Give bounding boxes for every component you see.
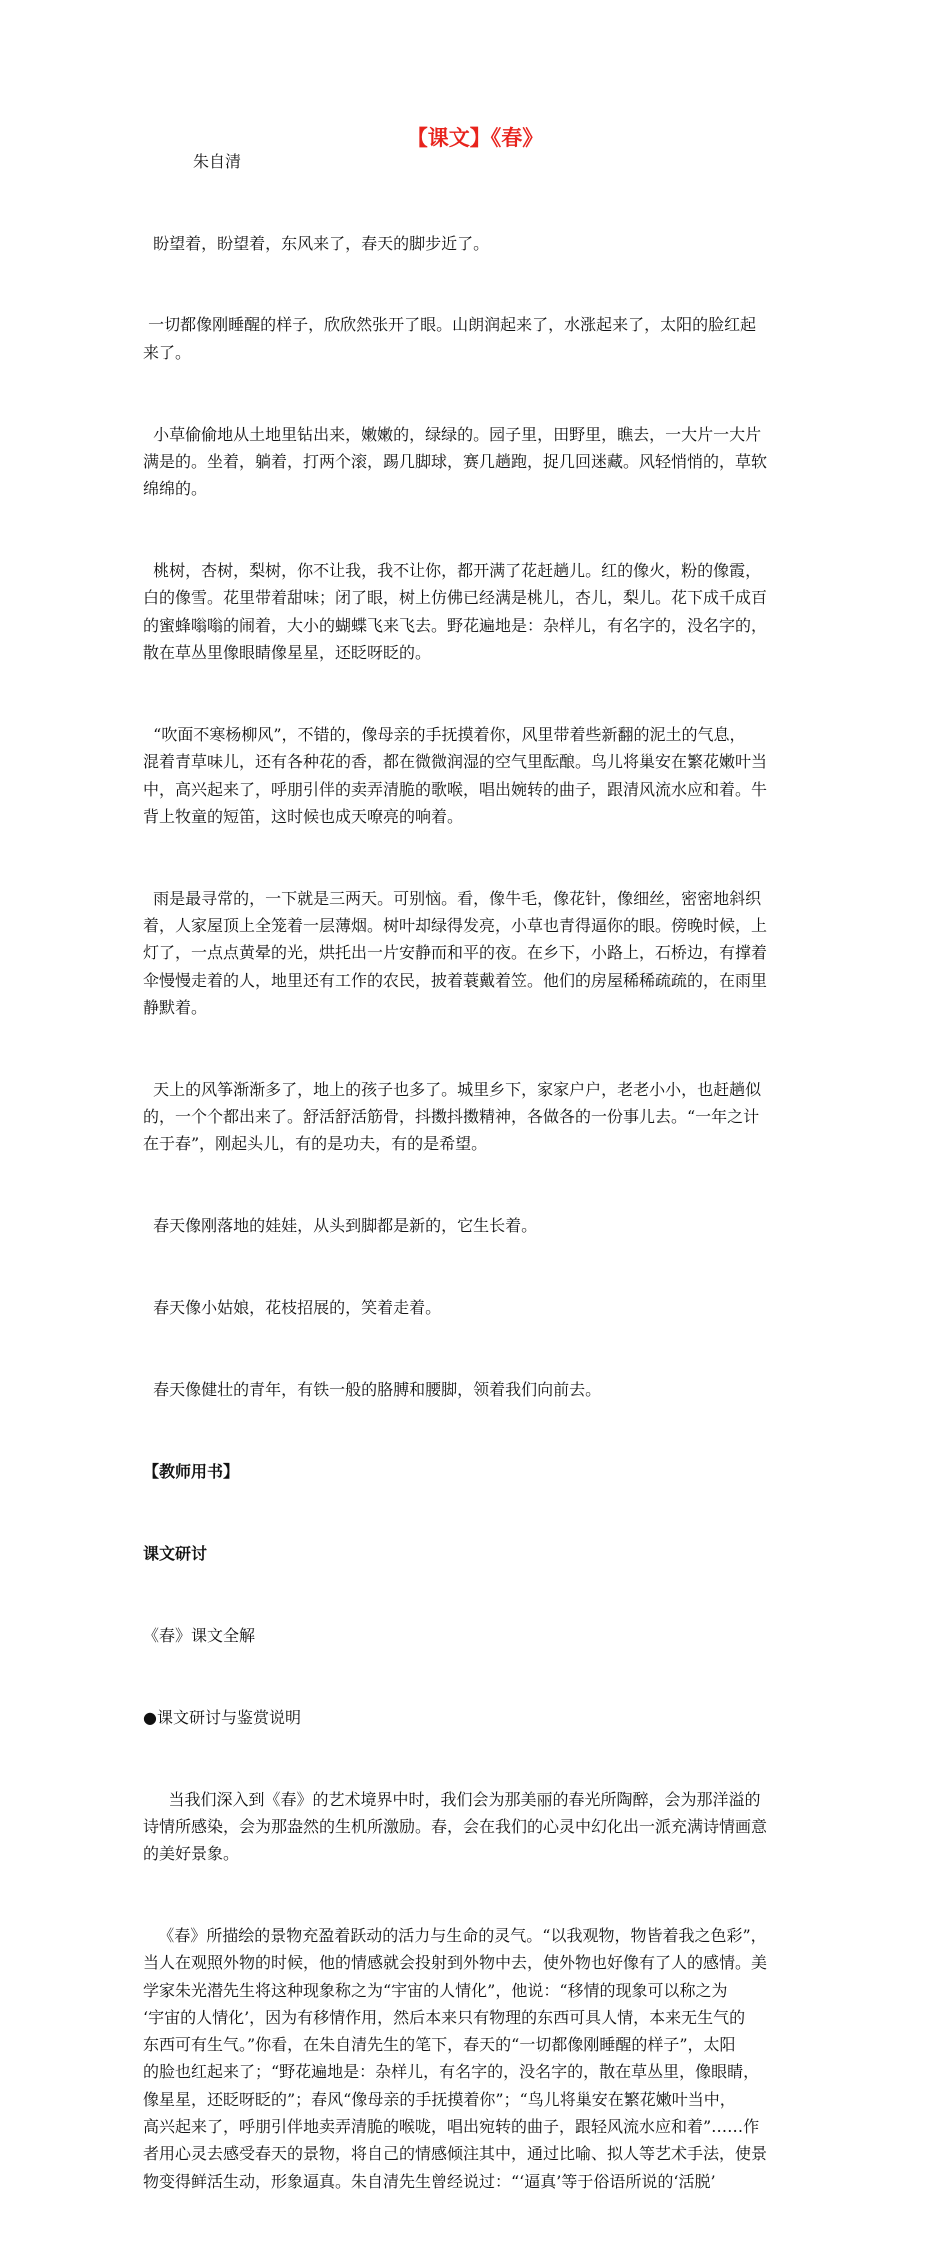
- analysis-paragraph: 当我们深入到《春》的艺术境界中时，我们会为那美丽的春光所陶醉，会为那洋溢的 诗情所感染，会为那盎然的生机所激励。春，会在我们的心灵中幻化出一派充满诗情画意 的美好景象。: [143, 1789, 768, 1864]
- paragraph: 桃树，杏树，梨树，你不让我，我不让你，都开满了花赶趟儿。红的像火，粉的像霞， 白的像雪。花里带着甜味；闭了眼，树上仿佛已经满是桃儿，杏儿，梨儿。花下成千成百 的蜜蜂嗡嗡的闹着，大小的蝴蝶飞来飞去。野花遍地是：杂样儿，有名字的，没名字的， 散在草丛里像眼睛像星星，还眨呀眨的。: [143, 561, 768, 663]
- bullet-heading: ●课文研讨与鉴赏说明: [143, 1707, 301, 1727]
- paragraph: 盼望着，盼望着，东风来了，春天的脚步近了。: [143, 233, 490, 253]
- subsection-heading: 《春》课文全解: [143, 1625, 256, 1645]
- paragraph: 春天像刚落地的娃娃，从头到脚都是新的，它生长着。: [143, 1216, 538, 1236]
- paragraph: 小草偷偷地从土地里钻出来，嫩嫩的，绿绿的。园子里，田野里，瞧去，一大片一大片 满是的。坐着，躺着，打两个滚，踢几脚球，赛几趟跑，捉几回迷藏。风轻悄悄的，草软 绵绵的。: [143, 424, 768, 499]
- section-heading-teacher: 【教师用书】: [143, 1461, 240, 1481]
- section-heading-study: 课文研讨: [143, 1543, 208, 1563]
- paragraph: 春天像健壮的青年，有铁一般的胳膊和腰脚，领着我们向前去。: [143, 1380, 602, 1400]
- paragraph: 春天像小姑娘，花枝招展的，笑着走着。: [143, 1298, 442, 1318]
- paragraph: 雨是最寻常的，一下就是三两天。可别恼。看，像牛毛，像花针，像细丝，密密地斜织 着，人家屋顶上全笼着一层薄烟。树叶却绿得发亮，小草也青得逼你的眼。傍晚时候，上 灯了，一点点黄晕的光，烘托出一片安静而和平的夜。在乡下，小路上，石桥边，有撑着 伞慢慢走着的人，地里还有工作的农民，披着蓑戴着笠。他们的房屋稀稀疏疏的，在雨里 静默着。: [143, 888, 768, 1017]
- paragraph: “吹面不寒杨柳风”，不错的，像母亲的手抚摸着你，风里带着些新翻的泥土的气息， 混着青草味儿，还有各种花的香，都在微微润湿的空气里酝酿。鸟儿将巢安在繁花嫩叶当 中，高兴起来了，呼朋引伴的卖弄清脆的歌喉，唱出婉转的曲子，跟清风流水应和着。牛 背上牧童的短笛，这时候也成天嘹亮的响着。: [143, 724, 768, 826]
- page-title: 【课文】《春》: [406, 126, 544, 150]
- document-body: [143, 175, 803, 2250]
- paragraph: 天上的风筝渐渐多了，地上的孩子也多了。城里乡下，家家户户，老老小小，也赶趟似 的，一个个都出来了。舒活舒活筋骨，抖擞抖擞精神，各做各的一份事儿去。“一年之计 在于春”，刚起头儿，有的是功夫，有的是希望。: [143, 1079, 762, 1154]
- author-name: 朱自清: [193, 152, 242, 171]
- paragraph: 一切都像刚睡醒的样子，欣欣然张开了眼。山朗润起来了，水涨起来了，太阳的脸红起 来了。: [143, 315, 757, 362]
- analysis-paragraph: 《春》所描绘的景物充盈着跃动的活力与生命的灵气。“以我观物，物皆着我之色彩”， 当人在观照外物的时候，他的情感就会投射到外物中去，使外物也好像有了人的感情。美 学家朱光潜先生将这种现象称之为“宇宙的人情化”，他说：“移情的现象可以称之为 ‘宇宙的人情化’，因为有移情作用，然后本来只有物理的东西可具人情，本来无生气的 东西可有生气。”你看，在朱自清先生的笔下，春天的“一切都像刚睡醒的样子”，太阳 的脸也红起来了；“野花遍地是：杂样儿，有名字的，没名字的，散在草丛里，像眼睛， 像星星，还眨呀眨的”；春风“像母亲的手抚摸着你”；“鸟儿将巢安在繁花嫩叶当中， 高兴起来了，呼朋引伴地卖弄清脆的喉咙，唱出宛转的曲子，跟轻风流水应和着”……作 者用心灵去感受春天的景物，将自己的情感倾注其中，通过比喻、拟人等艺术手法，使景 物变得鲜活生动，形象逼真。朱自清先生曾经说过：“‘逼真’等于俗语所说的‘活脱’: [143, 1926, 768, 2191]
